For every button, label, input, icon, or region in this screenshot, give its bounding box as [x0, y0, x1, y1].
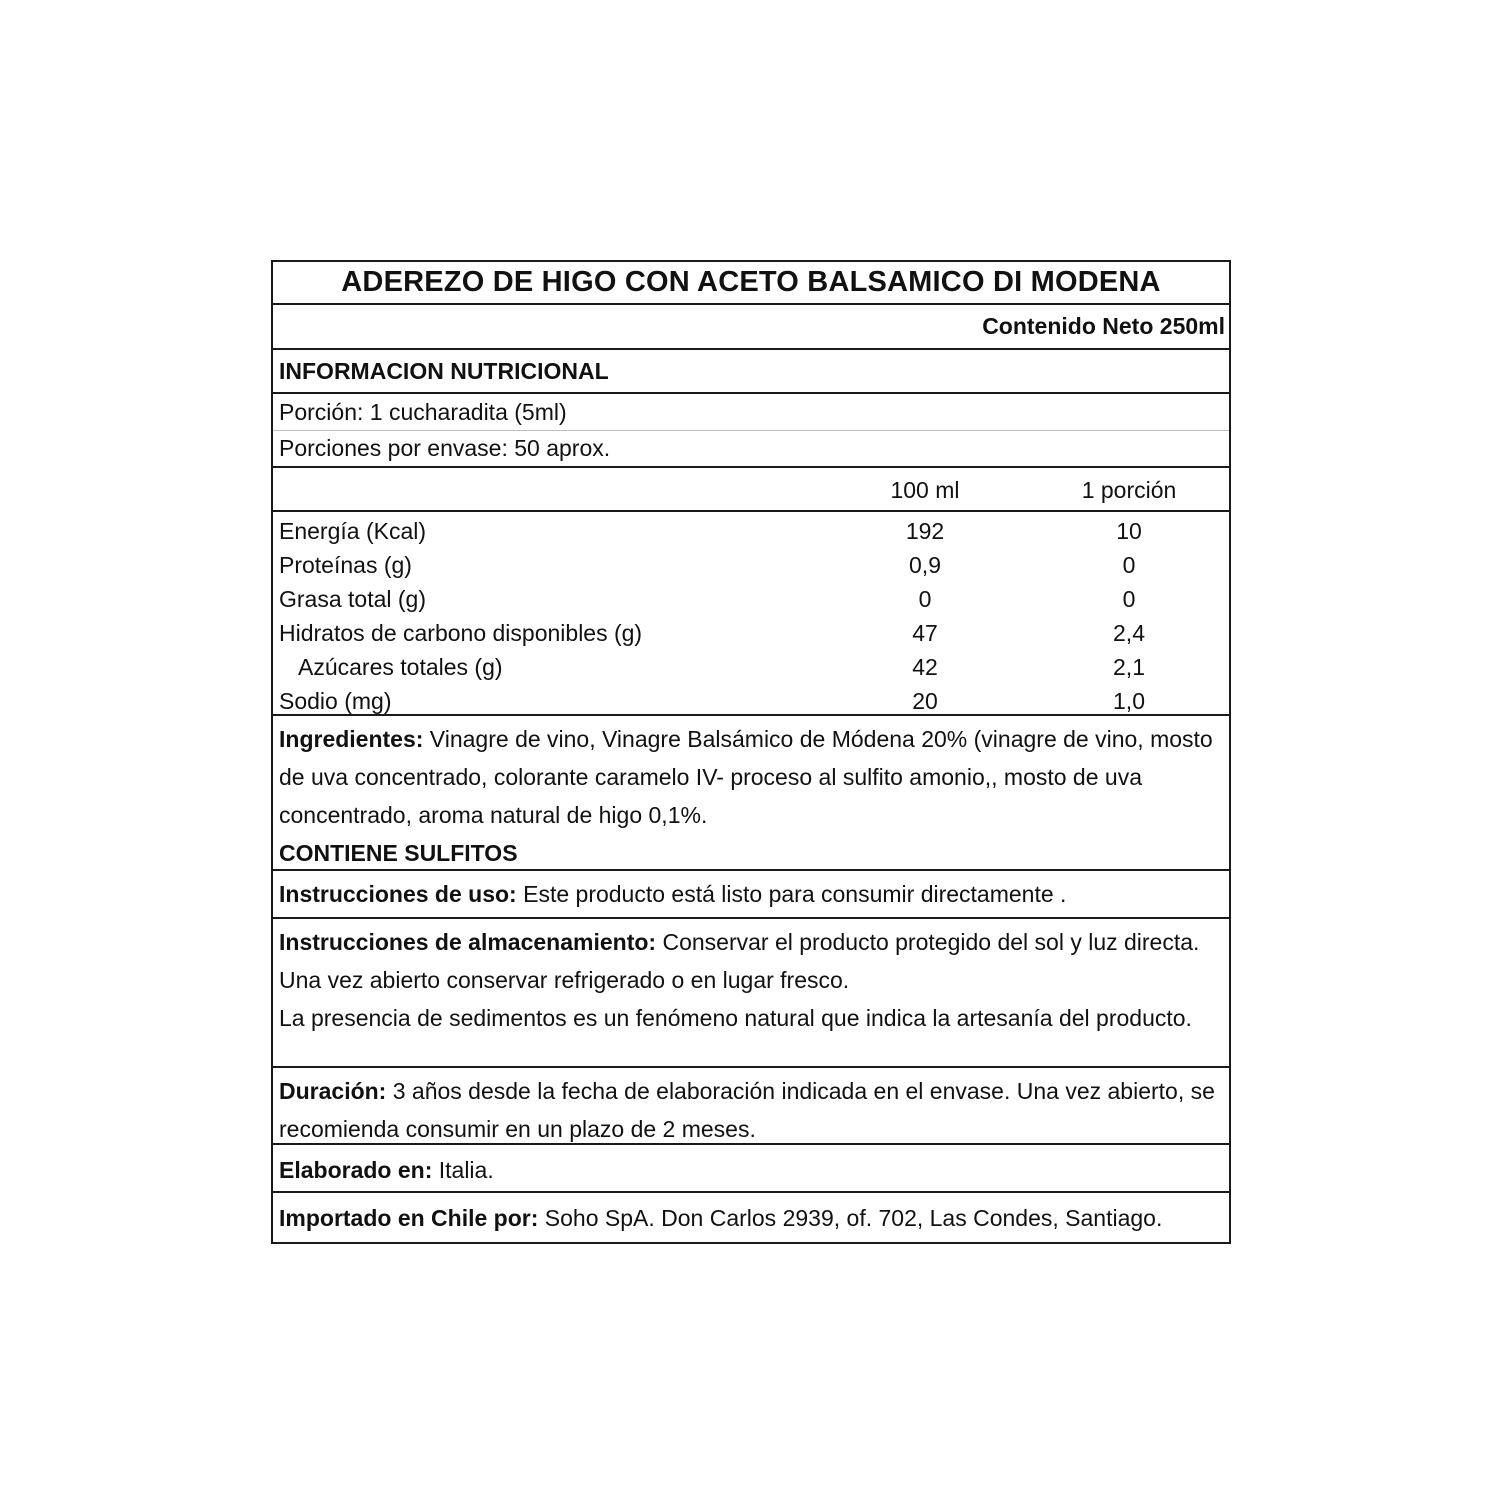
nutrient-name: Hidratos de carbono disponibles (g) [279, 620, 643, 646]
nutrition-heading: INFORMACION NUTRICIONAL [279, 357, 609, 384]
sediment-note: La presencia de sedimentos es un fenómeno natural que indica la artesanía del producto. [279, 1005, 1192, 1031]
usage-text: Este producto está listo para consumir directamente . [516, 881, 1067, 907]
net-content: Contenido Neto 250ml [982, 313, 1225, 339]
nutrient-row [273, 652, 1229, 686]
nutrient-name: Energía (Kcal) [279, 518, 427, 544]
nutrient-value-portion: 0 [1122, 586, 1136, 612]
nutrient-value-100ml: 47 [912, 620, 938, 646]
nutrient-value-portion: 10 [1116, 518, 1142, 544]
ingredients-section [273, 716, 1229, 871]
nutrition-column-headers [273, 468, 1229, 512]
nutrient-name: Grasa total (g) [279, 586, 426, 612]
nutrient-row [273, 686, 1229, 720]
storage-label: Instrucciones de almacenamiento: [279, 929, 657, 955]
nutrient-value-100ml: 42 [912, 654, 938, 680]
nutrient-name: Proteínas (g) [279, 552, 412, 578]
ingredients-text [279, 720, 1223, 834]
duration-text: 3 años desde la fecha de elaboración indicada en el envase. Una vez abierto, se recomienda consumir en un plazo de 2 meses. [279, 1078, 1215, 1142]
made-in-section [273, 1145, 1229, 1193]
importer-section [273, 1193, 1229, 1242]
nutrient-row [273, 516, 1229, 550]
nutrient-value-100ml: 0,9 [909, 552, 941, 578]
portion-row [273, 394, 1229, 431]
nutrient-row [273, 550, 1229, 584]
importer-label: Importado en Chile por: [279, 1205, 539, 1231]
nutrient-row [273, 618, 1229, 652]
ingredients-label: Ingredientes: [279, 726, 424, 752]
nutrition-heading-row [273, 350, 1229, 394]
usage-section [273, 871, 1229, 919]
column-header-100ml: 100 ml [890, 477, 960, 503]
nutrient-row [273, 584, 1229, 618]
portions-per-pack: Porciones por envase: 50 aprox. [279, 435, 611, 461]
nutrient-name: Azúcares totales (g) [298, 654, 503, 680]
nutrient-value-portion: 1,0 [1113, 688, 1145, 714]
made-in-label: Elaborado en: [279, 1157, 433, 1183]
allergen-warning: CONTIENE SULFITOS [279, 840, 518, 866]
portions-per-pack-row [273, 431, 1229, 468]
nutrient-value-100ml: 20 [912, 688, 938, 714]
nutrient-value-portion: 2,1 [1113, 654, 1145, 680]
net-content-row [273, 305, 1229, 350]
duration-label: Duración: [279, 1078, 387, 1104]
usage-label: Instrucciones de uso: [279, 881, 517, 907]
nutrient-value-portion: 0 [1122, 552, 1136, 578]
storage-section [273, 919, 1229, 1068]
made-in-text: Italia. [432, 1157, 494, 1183]
nutrient-name: Sodio (mg) [279, 688, 392, 714]
nutrition-table [273, 512, 1229, 716]
duration-section [273, 1068, 1229, 1145]
nutrient-value-100ml: 192 [905, 518, 945, 544]
nutrient-value-100ml: 0 [918, 586, 932, 612]
storage-text: Conservar el producto protegido del sol y luz directa. Una vez abierto conservar refrigerado o en lugar fresco. [279, 929, 1200, 993]
importer-text: Soho SpA. Don Carlos 2939, of. 702, Las Condes, Santiago. [538, 1205, 1163, 1231]
column-header-portion: 1 porción [1081, 477, 1177, 503]
portion-size: Porción: 1 cucharadita (5ml) [279, 398, 567, 425]
product-title: ADEREZO DE HIGO CON ACETO BALSAMICO DI MODENA [341, 266, 1161, 298]
product-title-row [273, 262, 1229, 305]
nutrient-value-portion: 2,4 [1113, 620, 1145, 646]
ingredients-list: Vinagre de vino, Vinagre Balsámico de Módena 20% (vinagre de vino, mosto de uva concentrado, colorante caramelo IV- proceso al sulfito amonio,, mosto de uva concentrado, aroma natural de higo 0,1%. [279, 726, 1213, 828]
nutrition-label [271, 260, 1231, 1244]
